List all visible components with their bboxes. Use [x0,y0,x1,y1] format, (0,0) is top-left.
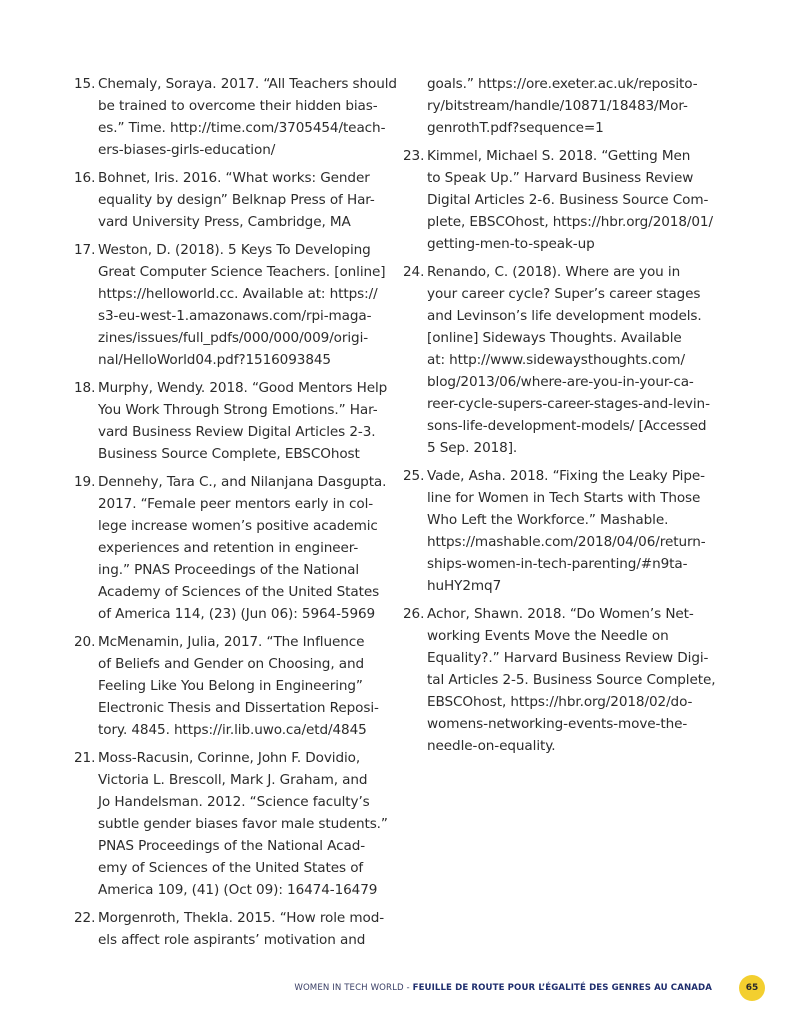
reference-text-line: ships-women-in-tech-parenting/#n9ta- [427,556,688,572]
reference-number: 15. [74,76,96,92]
reference-text-line: s3-eu-west-1.amazonaws.com/rpi-maga- [98,308,372,324]
reference-number: 21. [74,750,96,766]
reference-item [74,167,396,233]
reference-number: 23. [403,148,425,164]
reference-text-line: nal/HelloWorld04.pdf?1516093845 [98,352,331,368]
reference-number: 19. [74,474,96,490]
reference-text-line: https://mashable.com/2018/04/06/return- [427,534,706,550]
reference-text-line: America 109, (41) (Oct 09): 16474-16479 [98,882,378,898]
reference-item [403,145,723,255]
reference-text-line: be trained to overcome their hidden bias- [98,98,378,114]
reference-text-line: reer-cycle-supers-career-stages-and-levin- [427,396,710,412]
reference-text-line: vard Business Review Digital Articles 2-3. [98,424,376,440]
reference-text-line: Electronic Thesis and Dissertation Reposi- [98,700,379,716]
reference-text-line: subtle gender biases favor male students.” [98,816,388,832]
reference-text-line: getting-men-to-speak-up [427,236,595,252]
reference-text-line: working Events Move the Needle on [427,628,669,644]
reference-text-line: and Levinson’s life development models. [427,308,702,324]
reference-number: 25. [403,468,425,484]
reference-text-line: https://helloworld.cc. Available at: https:// [98,286,378,302]
reference-text-line: Academy of Sciences of the United States [98,584,380,600]
references-right-column [403,73,723,763]
footer-brand: WOMEN IN TECH WORLD - [294,983,413,993]
reference-text-line: womens-networking-events-move-the- [427,716,688,732]
reference-text-line: lege increase women’s positive academic [98,518,378,534]
reference-number: 20. [74,634,96,650]
reference-item [403,261,723,459]
reference-text-line: Moss-Racusin, Corinne, John F. Dovidio, [98,750,361,766]
page-footer [0,983,712,993]
reference-item [74,73,396,161]
reference-text-line: Dennehy, Tara C., and Nilanjana Dasgupta. [98,474,387,490]
reference-number: 16. [74,170,96,186]
reference-text-line: Weston, D. (2018). 5 Keys To Developing [98,242,371,258]
reference-text-line: Renando, C. (2018). Where are you in [427,264,681,280]
reference-text-line: You Work Through Strong Emotions.” Har- [98,402,378,418]
reference-text-line: at: http://www.sidewaysthoughts.com/ [427,352,685,368]
references-left-column [74,73,396,957]
reference-item [74,377,396,465]
page-number-badge: 65 [739,975,765,1001]
reference-number: 22. [74,910,96,926]
reference-text-line: ry/bitstream/handle/10871/18483/Mor- [427,98,688,114]
reference-text-line: Morgenroth, Thekla. 2015. “How role mod- [98,910,385,926]
reference-text-line: tal Articles 2-5. Business Source Complete, [427,672,716,688]
reference-text-line: [online] Sideways Thoughts. Available [427,330,682,346]
reference-text-line: Digital Articles 2-6. Business Source Com- [427,192,709,208]
reference-text-line: Bohnet, Iris. 2016. “What works: Gender [98,170,370,186]
reference-text-line: sons-life-development-models/ [Accessed [427,418,707,434]
reference-text-line: plete, EBSCOhost, https://hbr.org/2018/01/ [427,214,713,230]
reference-text-line: PNAS Proceedings of the National Acad- [98,838,366,854]
reference-text-line: to Speak Up.” Harvard Business Review [427,170,694,186]
reference-text-line: McMenamin, Julia, 2017. “The Influence [98,634,365,650]
reference-text-line: Murphy, Wendy. 2018. “Good Mentors Help [98,380,388,396]
reference-text-line: needle-on-equality. [427,738,556,754]
reference-text-line: ers-biases-girls-education/ [98,142,276,158]
reference-text-line: vard University Press, Cambridge, MA [98,214,351,230]
reference-item [74,471,396,625]
reference-text-line: goals.” https://ore.exeter.ac.uk/reposito- [427,76,698,92]
reference-number: 24. [403,264,425,280]
reference-number: 26. [403,606,425,622]
reference-item [74,631,396,741]
reference-text-line: of America 114, (23) (Jun 06): 5964-5969 [98,606,376,622]
reference-text-line: zines/issues/full_pdfs/000/000/009/origi- [98,330,369,346]
reference-item [74,907,396,951]
reference-text-line: huHY2mq7 [427,578,502,594]
reference-text-line: Vade, Asha. 2018. “Fixing the Leaky Pipe- [427,468,705,484]
reference-text-line: Achor, Shawn. 2018. “Do Women’s Net- [427,606,694,622]
reference-text-line: 2017. “Female peer mentors early in col- [98,496,374,512]
reference-text-line: Great Computer Science Teachers. [online] [98,264,386,280]
reference-item [74,239,396,371]
reference-text-line: Feeling Like You Belong in Engineering” [98,678,363,694]
reference-number: 18. [74,380,96,396]
reference-text-line: Equality?.” Harvard Business Review Digi- [427,650,709,666]
reference-text-line: line for Women in Tech Starts with Those [427,490,701,506]
reference-text-line: blog/2013/06/where-are-you-in-your-ca- [427,374,694,390]
reference-item [403,465,723,597]
reference-text-line: equality by design” Belknap Press of Har- [98,192,375,208]
reference-item [403,603,723,757]
reference-text-line: EBSCOhost, https://hbr.org/2018/02/do- [427,694,693,710]
reference-text-line: Business Source Complete, EBSCOhost [98,446,360,462]
reference-text-line: Victoria L. Brescoll, Mark J. Graham, and [98,772,368,788]
reference-text-line: experiences and retention in engineer- [98,540,359,556]
reference-text-line: of Beliefs and Gender on Choosing, and [98,656,365,672]
reference-text-line: genrothT.pdf?sequence=1 [427,120,604,136]
reference-item [74,747,396,901]
reference-text-line: tory. 4845. https://ir.lib.uwo.ca/etd/4845 [98,722,367,738]
footer-subtitle: FEUILLE DE ROUTE POUR L’ÉGALITÉ DES GENRES AU CANADA [412,983,712,993]
reference-22-continuation [403,73,723,139]
reference-text-line: els affect role aspirants’ motivation and [98,932,366,948]
reference-text-line: Who Left the Workforce.” Mashable. [427,512,669,528]
reference-text-line: Kimmel, Michael S. 2018. “Getting Men [427,148,691,164]
reference-text-line: Jo Handelsman. 2012. “Science faculty’s [98,794,370,810]
reference-text-line: emy of Sciences of the United States of [98,860,364,876]
reference-text-line: 5 Sep. 2018]. [427,440,518,456]
reference-number: 17. [74,242,96,258]
reference-text-line: your career cycle? Super’s career stages [427,286,701,302]
reference-text-line: es.” Time. http://time.com/3705454/teach- [98,120,386,136]
reference-text-line: ing.” PNAS Proceedings of the National [98,562,360,578]
reference-text-line: Chemaly, Soraya. 2017. “All Teachers should [98,76,397,92]
